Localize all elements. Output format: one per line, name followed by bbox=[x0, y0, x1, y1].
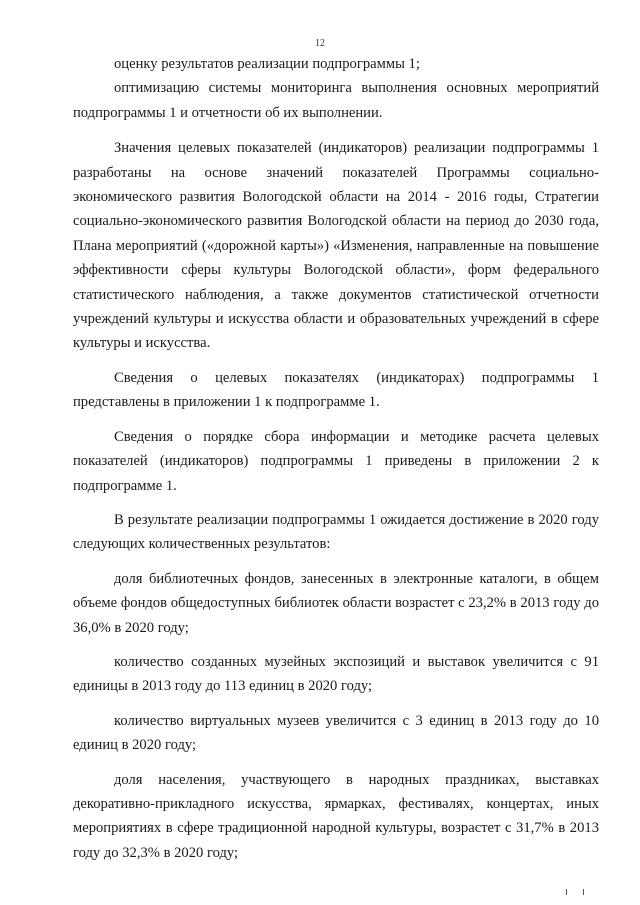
scan-mark bbox=[583, 889, 584, 895]
paragraph-6: В результате реализации подпрограммы 1 ожидается достижение в 2020 году следующих количественных результатов: bbox=[73, 511, 599, 553]
page-number: 12 bbox=[315, 38, 325, 49]
scan-mark bbox=[566, 889, 567, 895]
paragraph-4: Сведения о целевых показателях (индикаторах) подпрограммы 1 представлены в приложении 1 к подпрограмме 1. bbox=[73, 369, 599, 411]
paragraph-5: Сведения о порядке сбора информации и методике расчета целевых показателей (индикаторов) подпрограммы 1 приведены в приложении 2 к подпрограмме 1. bbox=[73, 428, 599, 494]
paragraph-3: Значения целевых показателей (индикаторов) реализации подпрограммы 1 разработаны на основе значений показателей Программы социально-экономического развития Вологодской области на 2014 - 2016 годы, Стратегии социально-экономического развития Вологодской области на период до 2030 года, Плана мероприятий («дорожной карты») «Изменения, направленные на повышение эффективности сферы культуры Вологодской области», форм федерального статистического наблюдения, а также документов статистической отчетности учреждений культуры и искусства области и образовательных учреждений в сфере культуры и искусства. bbox=[73, 140, 599, 352]
paragraph-9: количество виртуальных музеев увеличится с 3 единиц в 2013 году до 10 единиц в 2020 году; bbox=[73, 712, 599, 754]
paragraph-10: доля населения, участвующего в народных праздниках, выставках декоративно-прикладного искусства, ярмарках, фестивалях, концертах, иных мероприятиях в сфере традиционной народной культуры, возрастет с 31,7% в 2013 году до 32,3% в 2020 году; bbox=[73, 771, 599, 861]
document-body bbox=[73, 52, 599, 865]
paragraph-7: доля библиотечных фондов, занесенных в электронные каталоги, в общем объеме фондов общедоступных библиотек области возрастет с 23,2% в 2013 году до 36,0% в 2020 году; bbox=[73, 570, 599, 636]
paragraph-8: количество созданных музейных экспозиций и выставок увеличится с 91 единицы в 2013 году до 113 единиц в 2020 году; bbox=[73, 653, 599, 695]
paragraph-2: оптимизацию системы мониторинга выполнения основных мероприятий подпрограммы 1 и отчетности об их выполнении. bbox=[73, 80, 599, 121]
paragraph-1: оценку результатов реализации подпрограммы 1; bbox=[114, 56, 420, 72]
